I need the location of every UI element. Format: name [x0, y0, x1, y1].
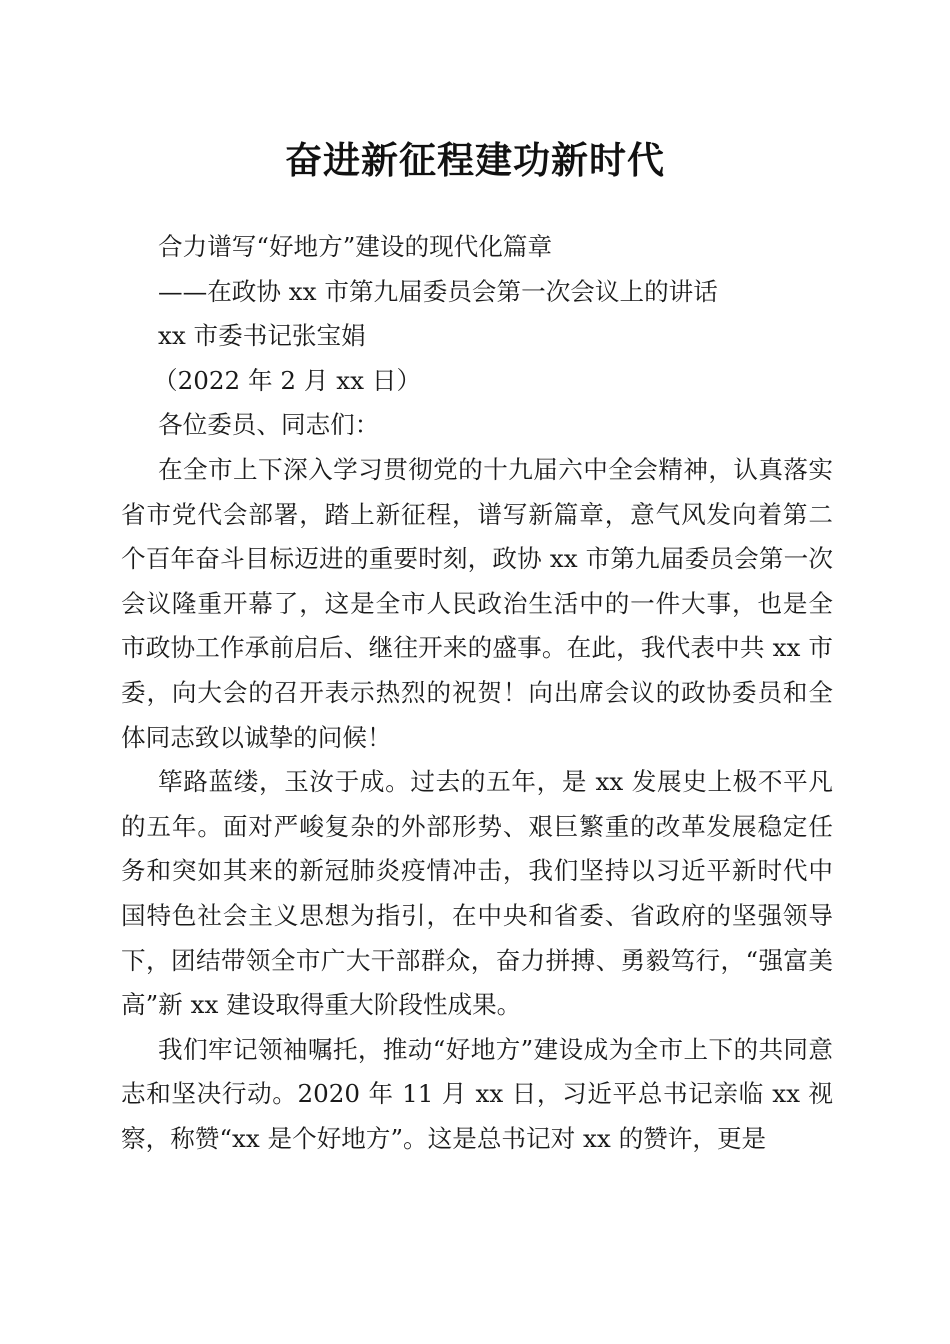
speaker-line: xx 市委书记张宝娟: [158, 321, 366, 351]
salutation-line: 各位委员、同志们：: [158, 410, 380, 440]
document-title: 奋进新征程建功新时代: [285, 138, 665, 182]
speech-occasion-line: ——在政协 xx 市第九届委员会第一次会议上的讲话: [158, 276, 718, 306]
body-paragraph: 筚路蓝缕，玉汝于成。过去的五年，是 xx 发展史上极不平凡的五年。面对严峻复杂的外部形势、艰巨繁重的改革发展稳定任务和突如其来的新冠肺炎疫情冲击，我们坚持以习近平新时代中国特色社会主义思想为指引，在中央和省委、省政府的坚强领导下，团结带领全市广大干部群众，奋力拼搏、勇毅笃行，“强富美高”新 xx 建设取得重大阶段性成果。: [121, 767, 833, 1020]
subtitle-line: 合力谱写“好地方”建设的现代化篇章: [158, 232, 553, 261]
body-paragraph: 我们牢记领袖嘱托，推动“好地方”建设成为全市上下的共同意志和坚决行动。2020 年 11 月 xx 日，习近平总书记亲临 xx 视察，称赞“xx 是个好地方”。这是总书记对 xx 的赞许，更是: [121, 1034, 833, 1153]
date-line: （2022 年 2 月 xx 日）: [153, 365, 422, 395]
body-paragraph: 在全市上下深入学习贯彻党的十九届六中全会精神，认真落实省市党代会部署，踏上新征程，谱写新篇章，意气风发向着第二个百年奋斗目标迈进的重要时刻，政协 xx 市第九届委员会第一次会议隆重开幕了，这是全市人民政治生活中的一件大事，也是全市政协工作承前启后、继往开来的盛事。在此，我代表中共 xx 市委，向大会的召开表示热烈的祝贺！向出席会议的政协委员和全体同志致以诚挚的问候！: [121, 454, 833, 752]
document-body: [121, 225, 833, 1161]
